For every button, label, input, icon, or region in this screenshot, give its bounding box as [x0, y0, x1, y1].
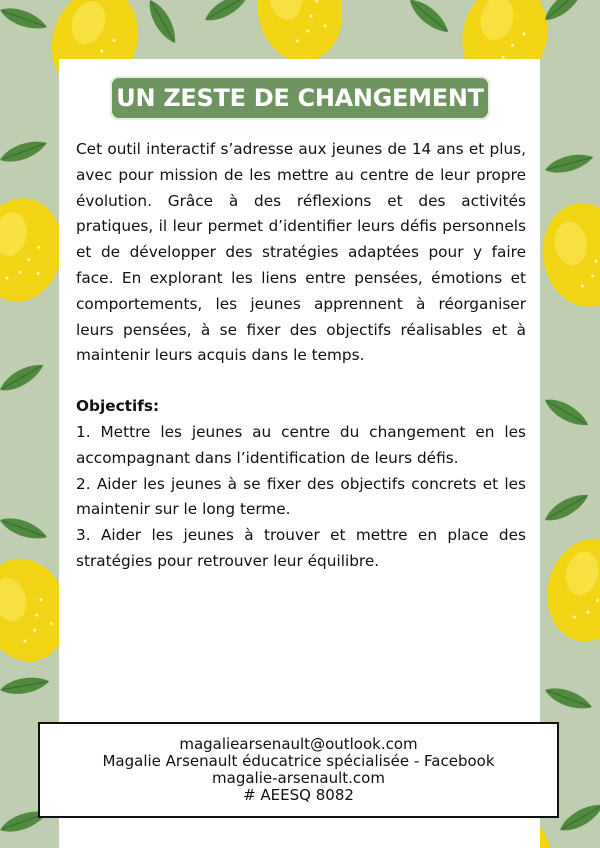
objective-item-3: 3. Aider les jeunes à trouver et mettre en place des stratégies pour retrouver leur équilibre. [76, 526, 526, 570]
objectives-heading: Objectifs: [76, 397, 160, 416]
contact-facebook: Magalie Arsenault éducatrice spécialisée - Facebook [102, 752, 495, 770]
objective-item-2: 2. Aider les jeunes à se fixer des objectifs concrets et les maintenir sur le long terme. [76, 474, 526, 519]
page-title: UN ZESTE DE CHANGEMENT [110, 76, 490, 120]
contact-website: magalie-arsenault.com [212, 769, 385, 787]
main-content [76, 137, 526, 575]
contact-email: magaliearsenault@outlook.com [179, 735, 418, 753]
contact-footer [38, 722, 559, 818]
intro-paragraph: Cet outil interactif s’adresse aux jeunes de 14 ans et plus, avec pour mission de les mettre au centre de leur propre évolution. Grâce à des réflexions et des activités pratiques, il leur permet d’identifier leurs défis personnels et de développer des stratégies adaptées pour y faire face. En explorant les liens entre pensées, émotions et comportements, les jeunes apprennent à réorganiser leurs pensées, à se fixer des objectifs réalisables et à maintenir leurs acquis dans le temps. [76, 140, 526, 365]
membership-number: # AEESQ 8082 [243, 786, 354, 804]
objective-item-1: 1. Mettre les jeunes au centre du changement en les accompagnant dans l’identification de leurs défis. [76, 422, 526, 467]
